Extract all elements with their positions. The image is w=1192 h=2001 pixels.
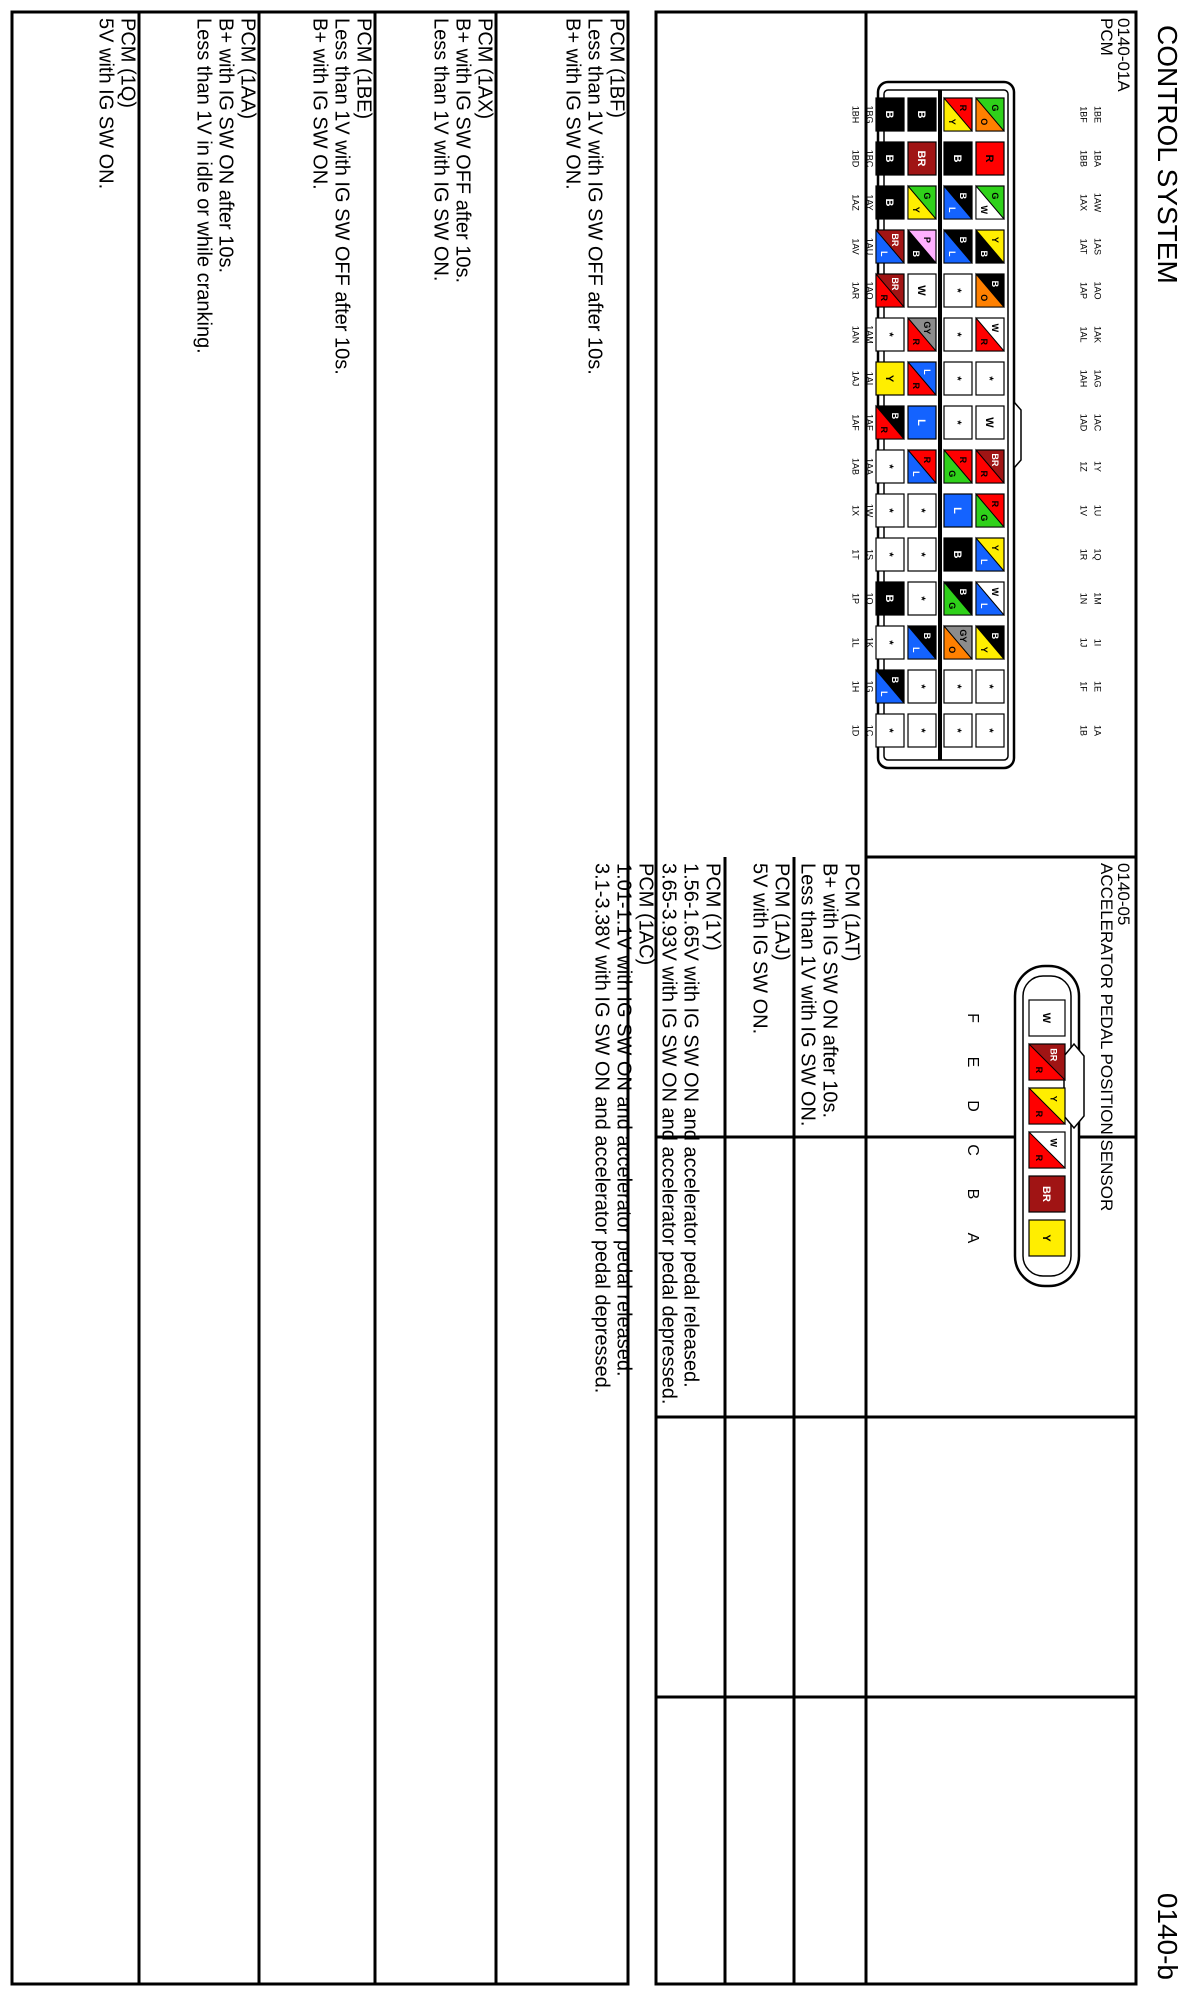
wire-color-stripe: R bbox=[910, 382, 921, 390]
pcm-pin-1aw bbox=[976, 186, 1004, 219]
pcm-pin-label: 1M bbox=[1092, 592, 1103, 605]
apps-pin-b bbox=[1029, 1176, 1065, 1212]
pcm-pin-1p bbox=[876, 582, 904, 615]
wire-color: W bbox=[1040, 1012, 1053, 1024]
pcm-pin-1w bbox=[908, 494, 936, 527]
pcm-pin-1ae bbox=[908, 406, 936, 439]
wire-color: * bbox=[915, 728, 928, 733]
pcm-row-divider bbox=[938, 90, 942, 760]
wire-color-primary: B bbox=[922, 632, 933, 640]
pcm-pin-1ay bbox=[908, 186, 936, 219]
pcm-pin-1ak bbox=[976, 318, 1004, 351]
wire-color-primary: P bbox=[922, 236, 933, 243]
wire-color-primary: Y bbox=[1048, 1095, 1059, 1102]
wire-color: B bbox=[951, 550, 964, 559]
wire-color-primary: R bbox=[922, 456, 933, 464]
wire-color: B bbox=[951, 154, 964, 163]
pcm-pin-1av bbox=[876, 230, 904, 263]
wire-color-stripe: R bbox=[1033, 1154, 1044, 1162]
pcm-pin-1q bbox=[976, 538, 1004, 571]
pcm-pin-1i bbox=[976, 626, 1004, 659]
wire-color-primary: W bbox=[1048, 1138, 1059, 1148]
pcm-pin-1v bbox=[944, 494, 972, 527]
pcm-pin-label: 1F bbox=[1078, 681, 1089, 692]
measurement-text: PCM (1AJ) bbox=[770, 863, 793, 961]
apps-connector-latch bbox=[1064, 1044, 1084, 1128]
page-code: 0140-b bbox=[1152, 1892, 1183, 1980]
wire-color: * bbox=[983, 728, 996, 733]
pcm-pin-label: 1AL bbox=[1078, 326, 1089, 343]
wire-color-primary: G bbox=[990, 104, 1001, 112]
pcm-pin-label: 1I bbox=[1092, 638, 1103, 647]
wire-color: Y bbox=[1040, 1234, 1053, 1242]
wire-color: Y bbox=[883, 374, 896, 383]
wire-color: B bbox=[915, 110, 928, 119]
pcm-pin-label: 1AB bbox=[850, 457, 861, 476]
wire-color: * bbox=[883, 552, 896, 557]
pcm-connector-code: 0140-01A bbox=[1114, 18, 1133, 92]
pcm-pin-label: 1V bbox=[1078, 504, 1089, 517]
wire-color-stripe: O bbox=[946, 646, 957, 654]
pcm-pin-1o bbox=[908, 582, 936, 615]
pcm-pin-label: 1AF bbox=[850, 414, 861, 431]
pcm-connector-diagram bbox=[851, 82, 1103, 768]
wire-color: * bbox=[983, 376, 996, 381]
pcm-pin-1au bbox=[908, 230, 936, 263]
wire-color-primary: G bbox=[922, 192, 933, 200]
wire-color-primary: BR bbox=[890, 277, 901, 291]
wire-color: * bbox=[883, 728, 896, 733]
pcm-pin-1af bbox=[876, 406, 904, 439]
wire-color: B bbox=[883, 110, 896, 119]
pcm-pin-1al bbox=[944, 318, 972, 351]
wire-color: * bbox=[883, 332, 896, 337]
pcm-pin-label: 1AK bbox=[1092, 325, 1103, 344]
pcm-pin-1u bbox=[976, 494, 1004, 527]
pcm-pin-1c bbox=[908, 714, 936, 747]
pcm-pin-1ap bbox=[944, 274, 972, 307]
pcm-pin-label: 1AJ bbox=[850, 370, 861, 387]
wire-color-stripe: G bbox=[946, 470, 957, 478]
pcm-pin-1y bbox=[976, 450, 1004, 483]
wire-color: * bbox=[951, 728, 964, 733]
wire-color: * bbox=[915, 684, 928, 689]
measurement-text: B+ with IG SW ON after 10s. bbox=[214, 18, 237, 274]
wire-color: * bbox=[951, 420, 964, 425]
pcm-pin-label: 1C bbox=[864, 724, 875, 737]
pcm-pin-1am bbox=[908, 318, 936, 351]
pcm-pin-label: 1K bbox=[864, 636, 875, 649]
wire-color-stripe: O bbox=[978, 294, 989, 302]
pcm-pin-label: 1AP bbox=[1078, 281, 1089, 300]
wire-color-stripe: G bbox=[946, 602, 957, 610]
pcm-pin-label: 1H bbox=[850, 680, 861, 693]
wire-color-primary: L bbox=[922, 369, 933, 375]
pcm-pin-label: 1BB bbox=[1078, 149, 1089, 168]
pcm-pin-label: 1AM bbox=[864, 325, 875, 344]
wire-color: B bbox=[883, 154, 896, 163]
pcm-pin-1ac bbox=[976, 406, 1004, 439]
wire-color-stripe: L bbox=[946, 251, 957, 257]
pcm-pin-1bc bbox=[908, 142, 936, 175]
wire-color: * bbox=[915, 508, 928, 513]
wire-color-stripe: L bbox=[946, 207, 957, 213]
wire-color: * bbox=[983, 684, 996, 689]
pcm-pin-label: 1G bbox=[864, 680, 875, 693]
pcm-pin-label: 1AT bbox=[1078, 238, 1089, 255]
pcm-connector-latch bbox=[1014, 402, 1021, 468]
wire-color: * bbox=[883, 464, 896, 469]
pcm-pin-1e bbox=[976, 670, 1004, 703]
wire-color-stripe: W bbox=[978, 205, 989, 215]
pcm-pin-label: 1AC bbox=[1092, 413, 1103, 432]
pcm-pin-1j bbox=[944, 626, 972, 659]
pcm-pin-1ba bbox=[976, 142, 1004, 175]
pcm-pin-1ai bbox=[908, 362, 936, 395]
wire-color-primary: B bbox=[890, 412, 901, 420]
wire-color-stripe: R bbox=[1033, 1110, 1044, 1118]
pcm-pin-label: 1AI bbox=[864, 371, 875, 386]
pcm-pin-label: 1Q bbox=[1092, 548, 1103, 561]
pcm-pin-1ax bbox=[944, 186, 972, 219]
pcm-pin-label: 1AQ bbox=[864, 281, 875, 300]
wire-color: * bbox=[951, 376, 964, 381]
measurement-text: PCM (1AX) bbox=[473, 18, 496, 120]
pcm-pin-1l bbox=[876, 626, 904, 659]
measurement-text: B+ with IG SW ON. bbox=[561, 18, 584, 190]
pcm-pin-1bd bbox=[876, 142, 904, 175]
apps-pin-e bbox=[1029, 1044, 1065, 1080]
apps-pin-letter: C bbox=[963, 1144, 981, 1156]
pcm-pin-label: 1D bbox=[850, 724, 861, 737]
wire-color-stripe: O bbox=[978, 118, 989, 126]
pcm-pin-1bg bbox=[908, 98, 936, 131]
wire-color-stripe: Y bbox=[910, 206, 921, 213]
pcm-pin-1aa bbox=[908, 450, 936, 483]
wire-color-primary: B bbox=[990, 632, 1001, 640]
pcm-pin-label: 1J bbox=[1078, 637, 1089, 648]
wire-color-primary: W bbox=[990, 587, 1001, 597]
wire-color-primary: Y bbox=[990, 544, 1001, 551]
pcm-pin-label: 1U bbox=[1092, 504, 1103, 517]
pcm-pin-1aj bbox=[876, 362, 904, 395]
pcm-pin-1ao bbox=[976, 274, 1004, 307]
pcm-pin-label: 1BE bbox=[1092, 105, 1103, 124]
wire-color: * bbox=[915, 596, 928, 601]
measurement-text: B+ with IG SW OFF after 10s. bbox=[451, 18, 474, 284]
pcm-pin-label: 1AX bbox=[1078, 193, 1089, 212]
apps-pin-letter: E bbox=[963, 1056, 981, 1068]
wire-color-stripe: R bbox=[978, 470, 989, 478]
apps-pin-letter: D bbox=[963, 1100, 981, 1112]
measurement-text: B+ with IG SW ON after 10s. bbox=[818, 863, 841, 1119]
measurement-text: 5V with IG SW ON. bbox=[748, 863, 771, 1035]
pcm-pin-label: 1E bbox=[1092, 680, 1103, 693]
wire-color-primary: B bbox=[890, 676, 901, 684]
wire-color: L bbox=[951, 507, 964, 514]
pcm-pin-label: 1BG bbox=[864, 105, 875, 124]
pcm-pin-1s bbox=[908, 538, 936, 571]
pcm-pin-1ar bbox=[876, 274, 904, 307]
wire-color-primary: BR bbox=[890, 233, 901, 247]
wire-color: R bbox=[983, 154, 996, 163]
pcm-pin-1az bbox=[876, 186, 904, 219]
wire-color-stripe: R bbox=[1033, 1066, 1044, 1074]
wire-color-primary: B bbox=[958, 588, 969, 596]
wire-color: * bbox=[915, 552, 928, 557]
wire-color-primary: Y bbox=[990, 236, 1001, 243]
wire-color: B bbox=[883, 594, 896, 603]
wire-color-primary: R bbox=[990, 500, 1001, 508]
wire-color-stripe: L bbox=[878, 251, 889, 257]
wire-color: BR bbox=[915, 150, 928, 167]
pcm-pin-label: 1BH bbox=[850, 105, 861, 124]
apps-pin-f bbox=[1029, 1000, 1065, 1036]
pcm-pin-label: 1AU bbox=[864, 237, 875, 256]
measurement-text: PCM (1AT) bbox=[840, 863, 863, 962]
pcm-pin-1f bbox=[944, 670, 972, 703]
pcm-pin-label: 1P bbox=[850, 592, 861, 605]
pcm-pin-1be bbox=[976, 98, 1004, 131]
wire-color: BR bbox=[1040, 1186, 1053, 1202]
measurement-text: 3.1-3.38V with IG SW ON and accelerator pedal depressed. bbox=[590, 863, 613, 1394]
pcm-pin-1h bbox=[876, 670, 904, 703]
measurement-text: 1.01-1.1V with IG SW ON and accelerator pedal released. bbox=[612, 863, 635, 1377]
wire-color-stripe: B bbox=[910, 250, 921, 258]
pcm-pin-label: 1N bbox=[1078, 592, 1089, 605]
wire-color-stripe: L bbox=[978, 603, 989, 609]
pcm-pin-label: 1Z bbox=[1078, 461, 1089, 472]
pcm-pin-1as bbox=[976, 230, 1004, 263]
wire-color-primary: B bbox=[958, 192, 969, 200]
pcm-pin-label: 1B bbox=[1078, 724, 1089, 737]
pcm-pin-label: 1AS bbox=[1092, 237, 1103, 256]
measurement-text: PCM (1Q) bbox=[116, 18, 139, 108]
pcm-pin-1ab bbox=[876, 450, 904, 483]
measurement-text: Less than 1V in idle or while cranking. bbox=[192, 18, 215, 354]
apps-connector-name: ACCELERATOR PEDAL POSITION SENSOR bbox=[1097, 863, 1116, 1212]
pcm-connector-name: PCM bbox=[1097, 18, 1116, 56]
pcm-pin-label: 1AA bbox=[864, 457, 875, 476]
wire-color-stripe: G bbox=[978, 514, 989, 522]
wire-color-primary: B bbox=[958, 236, 969, 244]
pcm-pin-1bf bbox=[944, 98, 972, 131]
pcm-pin-1ag bbox=[976, 362, 1004, 395]
wire-color-stripe: R bbox=[878, 426, 889, 434]
pcm-pin-1r bbox=[944, 538, 972, 571]
pcm-pin-1at bbox=[944, 230, 972, 263]
pcm-pin-label: 1X bbox=[850, 504, 861, 517]
wire-color-primary: R bbox=[958, 104, 969, 112]
apps-pin-letter: F bbox=[963, 1013, 981, 1023]
wire-color-primary: R bbox=[958, 456, 969, 464]
pcm-pin-label: 1AN bbox=[850, 325, 861, 344]
pcm-pin-label: 1AO bbox=[1092, 281, 1103, 300]
pcm-pin-1bh bbox=[876, 98, 904, 131]
measurement-text: Less than 1V with IG SW ON. bbox=[429, 18, 452, 282]
pcm-pin-label: 1Y bbox=[1092, 460, 1103, 473]
wire-color-stripe: L bbox=[978, 559, 989, 565]
pcm-pin-1d bbox=[876, 714, 904, 747]
measurement-text: PCM (1Y) bbox=[701, 863, 724, 951]
pcm-pin-1z bbox=[944, 450, 972, 483]
pcm-pin-label: 1AZ bbox=[850, 194, 861, 211]
wire-color-primary: B bbox=[990, 280, 1001, 288]
pcm-pin-1ad bbox=[944, 406, 972, 439]
wire-color-stripe: R bbox=[878, 294, 889, 302]
pcm-pin-1ah bbox=[944, 362, 972, 395]
pcm-pin-label: 1AY bbox=[864, 194, 875, 211]
pcm-pin-label: 1AE bbox=[864, 413, 875, 432]
pcm-pin-label: 1R bbox=[1078, 548, 1089, 561]
wire-color-stripe: R bbox=[910, 338, 921, 346]
wire-color: * bbox=[951, 332, 964, 337]
pcm-pin-label: 1A bbox=[1092, 724, 1103, 737]
pcm-pin-label: 1BC bbox=[864, 149, 875, 168]
wire-color-stripe: L bbox=[910, 647, 921, 653]
wire-color: L bbox=[915, 419, 928, 426]
wire-color: * bbox=[951, 684, 964, 689]
measurement-text: 3.65-3.93V with IG SW ON and accelerator pedal depressed. bbox=[657, 863, 680, 1405]
pcm-pin-label: 1AH bbox=[1078, 369, 1089, 388]
wire-color: B bbox=[883, 198, 896, 207]
wire-color: * bbox=[951, 288, 964, 293]
wire-color-primary: GY bbox=[958, 629, 969, 643]
measurement-text: 5V with IG SW ON. bbox=[94, 18, 117, 190]
pcm-pin-1k bbox=[908, 626, 936, 659]
pcm-pin-1a bbox=[976, 714, 1004, 747]
pcm-pin-label: 1AR bbox=[850, 281, 861, 300]
pcm-pin-label: 1BA bbox=[1092, 149, 1103, 168]
wire-color-primary: W bbox=[990, 323, 1001, 333]
wire-color-primary: GY bbox=[922, 321, 933, 335]
page-title: CONTROL SYSTEM bbox=[1152, 25, 1183, 284]
pcm-pin-label: 1BD bbox=[850, 149, 861, 168]
wire-color-stripe: Y bbox=[978, 646, 989, 653]
measurement-text: Less than 1V with IG SW OFF after 10s. bbox=[330, 18, 353, 375]
measurement-text: PCM (1BE) bbox=[352, 18, 375, 120]
apps-pin-a bbox=[1029, 1220, 1065, 1256]
pcm-pin-label: 1W bbox=[864, 503, 875, 518]
pcm-pin-1an bbox=[876, 318, 904, 351]
pcm-pin-1g bbox=[908, 670, 936, 703]
wire-color-primary: G bbox=[990, 192, 1001, 200]
pcm-pin-1n bbox=[944, 582, 972, 615]
wire-color-stripe: L bbox=[910, 471, 921, 477]
pcm-pin-1bb bbox=[944, 142, 972, 175]
pcm-pin-label: 1BF bbox=[1078, 106, 1089, 123]
pcm-pin-1m bbox=[976, 582, 1004, 615]
pcm-pin-1b bbox=[944, 714, 972, 747]
pcm-pin-label: 1AG bbox=[1092, 369, 1103, 388]
wire-color-stripe: B bbox=[978, 250, 989, 258]
apps-connector-diagram bbox=[964, 966, 1084, 1286]
pcm-pin-1x bbox=[876, 494, 904, 527]
wire-color-stripe: L bbox=[878, 691, 889, 697]
wire-color-primary: BR bbox=[1048, 1048, 1059, 1062]
lower-frame bbox=[12, 12, 628, 1984]
measurement-text: B+ with IG SW ON. bbox=[308, 18, 331, 190]
pcm-pin-label: 1L bbox=[850, 637, 861, 648]
measurement-text: 1.56-1.65V with IG SW ON and accelerator pedal released. bbox=[679, 863, 702, 1388]
apps-pin-d bbox=[1029, 1088, 1065, 1124]
measurement-text: Less than 1V with IG SW OFF after 10s. bbox=[583, 18, 606, 375]
wire-color: W bbox=[915, 285, 928, 296]
measurement-text: PCM (1AA) bbox=[236, 18, 259, 120]
wire-color: W bbox=[983, 417, 996, 428]
pcm-pin-label: 1AD bbox=[1078, 413, 1089, 432]
pcm-pin-label: 1S bbox=[864, 548, 875, 561]
pcm-pin-1t bbox=[876, 538, 904, 571]
measurement-text: Less than 1V with IG SW ON. bbox=[796, 863, 819, 1127]
wire-color: * bbox=[883, 508, 896, 513]
apps-pin-c bbox=[1029, 1132, 1065, 1168]
wire-color: * bbox=[883, 640, 896, 645]
apps-pin-letter: A bbox=[963, 1232, 981, 1244]
measurement-text: PCM (1AC) bbox=[634, 863, 657, 966]
measurement-text: PCM (1BF) bbox=[605, 18, 628, 118]
apps-pin-letter: B bbox=[963, 1188, 981, 1200]
pcm-pin-label: 1T bbox=[850, 549, 861, 560]
pcm-pin-label: 1AW bbox=[1092, 192, 1103, 213]
pcm-pin-label: 1O bbox=[864, 592, 875, 605]
pcm-pin-1aq bbox=[908, 274, 936, 307]
pcm-pin-label: 1AV bbox=[850, 238, 861, 255]
wire-color-primary: BR bbox=[990, 453, 1001, 467]
wire-color-stripe: Y bbox=[946, 118, 957, 125]
apps-connector-code: 0140-05 bbox=[1114, 863, 1133, 926]
wire-color-stripe: R bbox=[978, 338, 989, 346]
